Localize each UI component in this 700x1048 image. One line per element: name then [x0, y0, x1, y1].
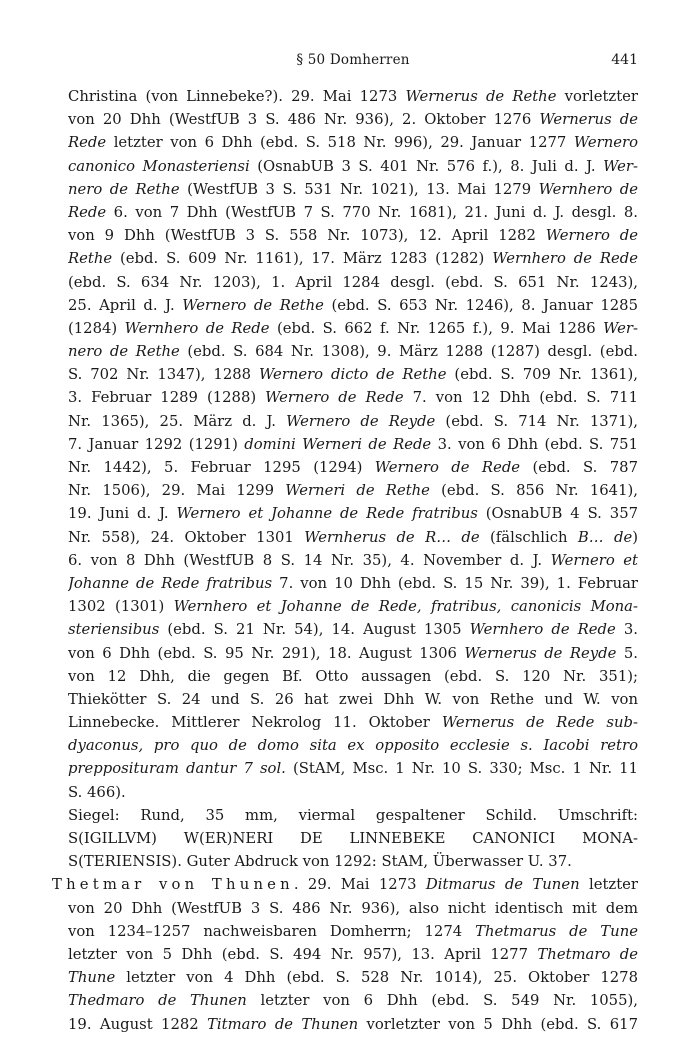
- text-line: [68, 781, 638, 804]
- text-segment: (OsnabUB 3 S. 401 Nr. 576 f.), 8. Juli d. J.: [249, 157, 604, 175]
- italic-text: nero de Rethe: [68, 180, 180, 198]
- text-segment: 19. August 1282: [68, 1015, 208, 1033]
- text-segment: von 6 Dhh (ebd. S. 95 Nr. 291), 18. August 1306: [68, 644, 465, 662]
- text-segment: 7. von 12 Dhh (ebd. S. 711: [403, 389, 638, 407]
- italic-text: dyaconus, pro quo de domo sita ex opposito ecclesie s. Iacobi retro: [68, 737, 638, 755]
- italic-text: Thune: [68, 969, 116, 987]
- text-line: [68, 456, 638, 479]
- text-segment: von 9 Dhh (WestfUB 3 S. 558 Nr. 1073), 12. April 1282: [68, 227, 546, 245]
- italic-text: Thetmaro de: [537, 945, 638, 963]
- italic-text: canonico Monasteriensi: [68, 157, 250, 175]
- text-segment: S. 466).: [68, 783, 126, 801]
- text-segment: S(IGILLVM) W(ER)NERI DE LINNEBEKE CANONICI MONA-: [68, 830, 638, 847]
- italic-text: Titmaro de Thunen: [207, 1015, 359, 1033]
- text-segment: Christina (von Linnebeke?). 29. Mai 1273: [68, 88, 406, 105]
- text-line: [68, 572, 638, 595]
- text-line: [68, 526, 638, 549]
- text-line: [68, 757, 638, 780]
- text-segment: 1302 (1301): [68, 598, 174, 616]
- italic-text: Wernero de Reyde: [286, 412, 436, 430]
- text-segment: letzter von 6 Dhh (ebd. S. 549 Nr. 1055),: [246, 992, 638, 1010]
- text-line: [68, 85, 638, 108]
- italic-text: Wernerus de Rede sub-: [441, 714, 638, 732]
- text-segment: (ebd. S. 662 f. Nr. 1265 f.), 9. Mai 1286: [269, 319, 604, 337]
- text-line: [68, 131, 638, 154]
- text-segment: letzter: [579, 876, 638, 894]
- text-segment: von 12 Dhh, die gegen Bf. Otto aussagen (ebd. S. 120 Nr. 351);: [68, 667, 638, 685]
- text-segment: von 20 Dhh (WestfUB 3 S. 486 Nr. 936), 2. Oktober 1276: [68, 111, 540, 129]
- text-segment: 3. von 6 Dhh (ebd. S. 751: [431, 435, 638, 453]
- text-line: [68, 711, 638, 734]
- italic-text: Ditmarus de Tunen: [425, 876, 580, 894]
- text-line: [52, 873, 638, 896]
- text-line: [68, 827, 638, 850]
- text-segment: Nr. 1506), 29. Mai 1299: [68, 482, 286, 500]
- text-line: [68, 989, 638, 1012]
- text-line: [68, 271, 638, 294]
- text-segment: Thiekötter S. 24 und S. 26 hat zwei Dhh W. von Rethe und W. von: [68, 690, 638, 708]
- italic-text: Wer-: [603, 157, 638, 175]
- text-segment: 7. Januar 1292 (1291): [68, 435, 245, 453]
- text-segment: letzter von 4 Dhh (ebd. S. 528 Nr. 1014), 25. Oktober 1278: [115, 969, 638, 987]
- italic-text: Werneri de Rethe: [285, 482, 430, 500]
- italic-text: Wernhero de Rede: [124, 319, 270, 337]
- italic-text: Wernerus de Rethe: [405, 88, 557, 105]
- text-line: [68, 549, 638, 572]
- text-segment: 5.: [616, 644, 638, 662]
- text-line: [68, 340, 638, 363]
- text-segment: ): [632, 528, 638, 546]
- italic-text: Wernerus de: [539, 111, 638, 129]
- italic-text: Wernero de Rede: [265, 389, 404, 407]
- italic-text: Wernhero de Rede: [469, 621, 616, 639]
- text-segment: (ebd. S. 634 Nr. 1203), 1. April 1284 desgl. (ebd. S. 651 Nr. 1243),: [68, 273, 638, 291]
- text-line: [68, 502, 638, 525]
- text-segment: letzter von 6 Dhh (ebd. S. 518 Nr. 996), 29. Januar 1277: [106, 134, 574, 152]
- italic-text: Wernhero et Johanne de Rede, fratribus, canonicis Mona-: [173, 598, 638, 616]
- text-segment: (ebd. S. 709 Nr. 1361),: [446, 366, 638, 384]
- text-segment: 3. Februar 1289 (1288): [68, 389, 266, 407]
- italic-text: Wernero et Johanne de Rede fratribus: [176, 505, 478, 523]
- running-title: § 50 Domherren: [296, 52, 410, 68]
- text-segment: (OsnabUB 4 S. 357: [477, 505, 638, 523]
- text-segment: (StAM, Msc. 1 Nr. 10 S. 330; Msc. 1 Nr. 11: [285, 760, 638, 778]
- text-segment: 19. Juni d. J.: [68, 505, 177, 523]
- italic-text: Rede: [68, 134, 107, 152]
- text-segment: Nr. 558), 24. Oktober 1301: [68, 528, 305, 546]
- text-line: [68, 920, 638, 943]
- text-segment: (fälschlich: [479, 528, 578, 546]
- text-segment: 25. April d. J.: [68, 296, 183, 314]
- text-segment: 6. von 8 Dhh (WestfUB 8 S. 14 Nr. 35), 4. November d. J.: [68, 551, 551, 569]
- text-line: [68, 433, 638, 456]
- italic-text: Thedmaro de Thunen: [68, 992, 247, 1010]
- entry-name: Thetmar von Thunen: [52, 876, 294, 894]
- text-segment: vorletzter: [556, 88, 638, 105]
- text-segment: Nr. 1442), 5. Februar 1295 (1294): [68, 459, 375, 476]
- italic-text: Thetmarus de Tune: [475, 922, 638, 940]
- text-line: [68, 155, 638, 178]
- italic-text: Rede: [68, 203, 107, 221]
- text-line: [68, 966, 638, 989]
- text-segment: von 20 Dhh (WestfUB 3 S. 486 Nr. 936), also nicht identisch mit dem: [68, 899, 638, 917]
- text-segment: (ebd. S. 856 Nr. 1641),: [429, 482, 638, 500]
- text-line: [68, 224, 638, 247]
- text-line: [68, 363, 638, 386]
- italic-text: Wernerus de Reyde: [464, 644, 617, 662]
- italic-text: Wer-: [603, 319, 638, 337]
- text-segment: Nr. 1365), 25. März d. J.: [68, 412, 287, 430]
- text-line: [68, 479, 638, 502]
- italic-text: domini Werneri de Rede: [244, 435, 432, 453]
- text-line: [68, 317, 638, 340]
- text-segment: (ebd. S. 684 Nr. 1308), 9. März 1288 (1287) desgl. (ebd.: [179, 343, 638, 361]
- text-segment: S(TERIENSIS). Guter Abdruck von 1292: StAM, Überwasser U. 37.: [68, 853, 572, 871]
- italic-text: Wernero: [573, 134, 638, 152]
- text-segment: letzter von 5 Dhh (ebd. S. 494 Nr. 957), 13. April 1277: [68, 945, 538, 963]
- text-segment: (ebd. S. 714 Nr. 1371),: [435, 412, 638, 430]
- italic-text: Wernero de Rede: [374, 459, 521, 476]
- italic-text: Wernhero de: [538, 180, 638, 198]
- text-line: [68, 294, 638, 317]
- text-line: [68, 1013, 638, 1036]
- text-segment: von 1234–1257 nachweisbaren Domherrn; 1274: [68, 922, 476, 940]
- text-line: [68, 850, 638, 873]
- text-line: [68, 201, 638, 224]
- text-line: [68, 410, 638, 433]
- text-line: [68, 108, 638, 131]
- italic-text: steriensibus: [68, 621, 160, 639]
- text-segment: (WestfUB 3 S. 531 Nr. 1021), 13. Mai 1279: [179, 180, 539, 198]
- text-segment: Siegel: Rund, 35 mm, viermal gespaltener Schild. Umschrift:: [68, 806, 638, 824]
- text-line: [68, 595, 638, 618]
- italic-text: B… de: [577, 528, 633, 546]
- text-segment: (ebd. S. 787: [520, 459, 638, 476]
- italic-text: Wernero et: [550, 551, 638, 569]
- text-segment: Linnebecke. Mittlerer Nekrolog 11. Oktober: [68, 714, 442, 732]
- body-text: [52, 85, 638, 1036]
- text-segment: S. 702 Nr. 1347), 1288: [68, 366, 259, 384]
- text-line: [68, 897, 638, 920]
- text-segment: (ebd. S. 653 Nr. 1246), 8. Januar 1285: [323, 296, 638, 314]
- italic-text: Wernero de: [545, 227, 638, 245]
- italic-text: Wernherus de R… de: [304, 528, 480, 546]
- running-head: [68, 52, 638, 72]
- text-segment: (ebd. S. 21 Nr. 54), 14. August 1305: [159, 621, 470, 639]
- text-line: [68, 665, 638, 688]
- text-segment: (ebd. S. 609 Nr. 1161), 17. März 1283 (1282): [112, 250, 493, 268]
- text-line: [68, 618, 638, 641]
- text-segment: . 29. Mai 1273: [293, 876, 426, 894]
- text-line: [68, 688, 638, 711]
- italic-text: Wernhero de Rede: [492, 250, 638, 268]
- page-number: 441: [611, 52, 638, 68]
- text-segment: 6. von 7 Dhh (WestfUB 7 S. 770 Nr. 1681), 21. Juni d. J. desgl. 8.: [106, 203, 638, 221]
- text-segment: vorletzter von 5 Dhh (ebd. S. 617: [358, 1015, 638, 1033]
- italic-text: Wernero dicto de Rethe: [258, 366, 447, 384]
- italic-text: nero de Rethe: [68, 343, 180, 361]
- text-line: [68, 178, 638, 201]
- text-line: [68, 247, 638, 270]
- text-line: [68, 943, 638, 966]
- italic-text: Johanne de Rede fratribus: [68, 574, 273, 592]
- text-segment: (1284): [68, 319, 125, 337]
- text-segment: 7. von 10 Dhh (ebd. S. 15 Nr. 39), 1. Februar: [272, 574, 638, 592]
- italic-text: prepposituram dantur 7 sol.: [68, 760, 286, 778]
- text-segment: 3.: [615, 621, 638, 639]
- text-line: [68, 734, 638, 757]
- text-line: [68, 804, 638, 827]
- italic-text: Wernero de Rethe: [182, 296, 324, 314]
- text-line: [68, 642, 638, 665]
- italic-text: Rethe: [68, 250, 113, 268]
- text-line: [68, 386, 638, 409]
